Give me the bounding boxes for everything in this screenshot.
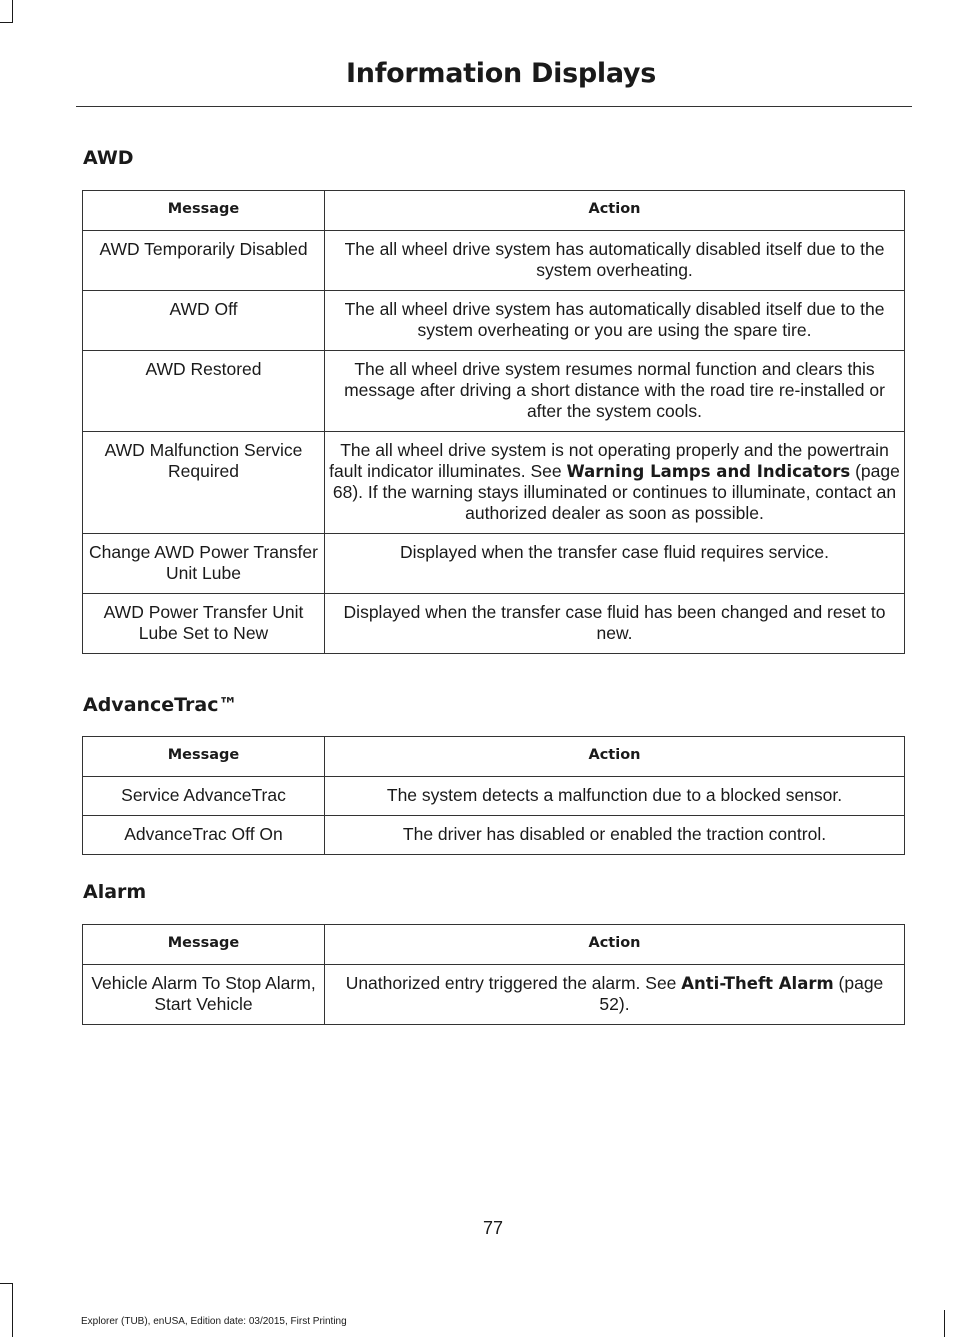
footer-edition-info: Explorer (TUB), enUSA, Edition date: 03/2015, First Printing: [81, 1316, 347, 1327]
action-text: Unathorized entry triggered the alarm. See: [345, 973, 682, 993]
message-text: AWD Malfunction Service Required: [104, 440, 303, 481]
alarm-message-table: [82, 924, 905, 1025]
table-row: [83, 534, 905, 594]
table-row: [83, 351, 905, 432]
message-cell: [83, 965, 325, 1025]
table-header-row: [83, 737, 905, 777]
action-cell: [325, 965, 905, 1025]
message-text: AdvanceTrac Off On: [124, 824, 283, 844]
crop-mark: [12, 0, 13, 22]
table-row: [83, 965, 905, 1025]
table-row: [83, 291, 905, 351]
message-cell: [83, 432, 325, 534]
message-text: AWD Restored: [145, 359, 262, 379]
action-text: The all wheel drive system is not operating properly and the powertrain fault indicator illuminates. See: [329, 440, 889, 481]
section-title-awd: AWD: [83, 147, 134, 169]
column-header-action: Action: [325, 925, 905, 965]
section-title-advancetrac: AdvanceTrac™: [83, 694, 238, 716]
crop-mark: [0, 1283, 13, 1284]
awd-message-table: [82, 190, 905, 654]
message-text: AWD Temporarily Disabled: [99, 239, 308, 259]
cross-reference-link[interactable]: Warning Lamps and Indicators: [566, 462, 851, 481]
action-text: The driver has disabled or enabled the traction control.: [402, 824, 827, 844]
column-header-message: Message: [83, 925, 325, 965]
action-text: The system detects a malfunction due to a blocked sensor.: [386, 785, 843, 805]
action-text: The all wheel drive system has automatically disabled itself due to the system overheating or you are using the spare tire.: [344, 299, 885, 340]
message-cell: [83, 816, 325, 855]
message-text: AWD Off: [169, 299, 238, 319]
column-header-action: Action: [325, 191, 905, 231]
table-row: [83, 594, 905, 654]
action-text: (page 68). If the warning stays illuminated or continues to illuminate, contact an authorized dealer as soon as possible.: [332, 461, 900, 523]
crop-mark: [944, 1310, 945, 1337]
section-title-alarm: Alarm: [83, 881, 147, 903]
message-cell: [83, 777, 325, 816]
action-text: The all wheel drive system has automatically disabled itself due to the system overheating.: [344, 239, 885, 280]
crop-mark: [12, 1283, 13, 1337]
column-header-message: Message: [83, 191, 325, 231]
action-text: (page 52).: [599, 973, 884, 1014]
message-text: AWD Power Transfer Unit Lube Set to New: [103, 602, 304, 643]
message-text: Vehicle Alarm To Stop Alarm, Start Vehicle: [91, 973, 316, 1014]
action-cell: [325, 231, 905, 291]
action-text: Displayed when the transfer case fluid requires service.: [400, 542, 829, 562]
page-number: 77: [482, 1218, 504, 1238]
crop-mark: [0, 22, 13, 23]
table-header-row: [83, 191, 905, 231]
page-title: Information Displays: [346, 58, 656, 89]
action-cell: [325, 432, 905, 534]
table-header-row: [83, 925, 905, 965]
message-text: Change AWD Power Transfer Unit Lube: [89, 542, 318, 583]
table-row: [83, 777, 905, 816]
message-cell: [83, 534, 325, 594]
advancetrac-message-table: [82, 736, 905, 855]
action-cell: [325, 594, 905, 654]
table-row: [83, 432, 905, 534]
table-row: [83, 816, 905, 855]
message-cell: [83, 594, 325, 654]
action-cell: [325, 291, 905, 351]
message-cell: [83, 231, 325, 291]
message-cell: [83, 291, 325, 351]
action-cell: [325, 534, 905, 594]
action-cell: [325, 777, 905, 816]
table-row: [83, 231, 905, 291]
column-header-message: Message: [83, 737, 325, 777]
column-header-action: Action: [325, 737, 905, 777]
cross-reference-link[interactable]: Anti-Theft Alarm: [681, 974, 834, 993]
message-text: Service AdvanceTrac: [121, 785, 286, 805]
action-text: Displayed when the transfer case fluid has been changed and reset to new.: [343, 602, 886, 643]
action-cell: [325, 816, 905, 855]
message-cell: [83, 351, 325, 432]
action-cell: [325, 351, 905, 432]
action-text: The all wheel drive system resumes normal function and clears this message after driving a short distance with the road tire re-installed or after the system cools.: [344, 359, 885, 421]
header-divider: [76, 106, 912, 107]
